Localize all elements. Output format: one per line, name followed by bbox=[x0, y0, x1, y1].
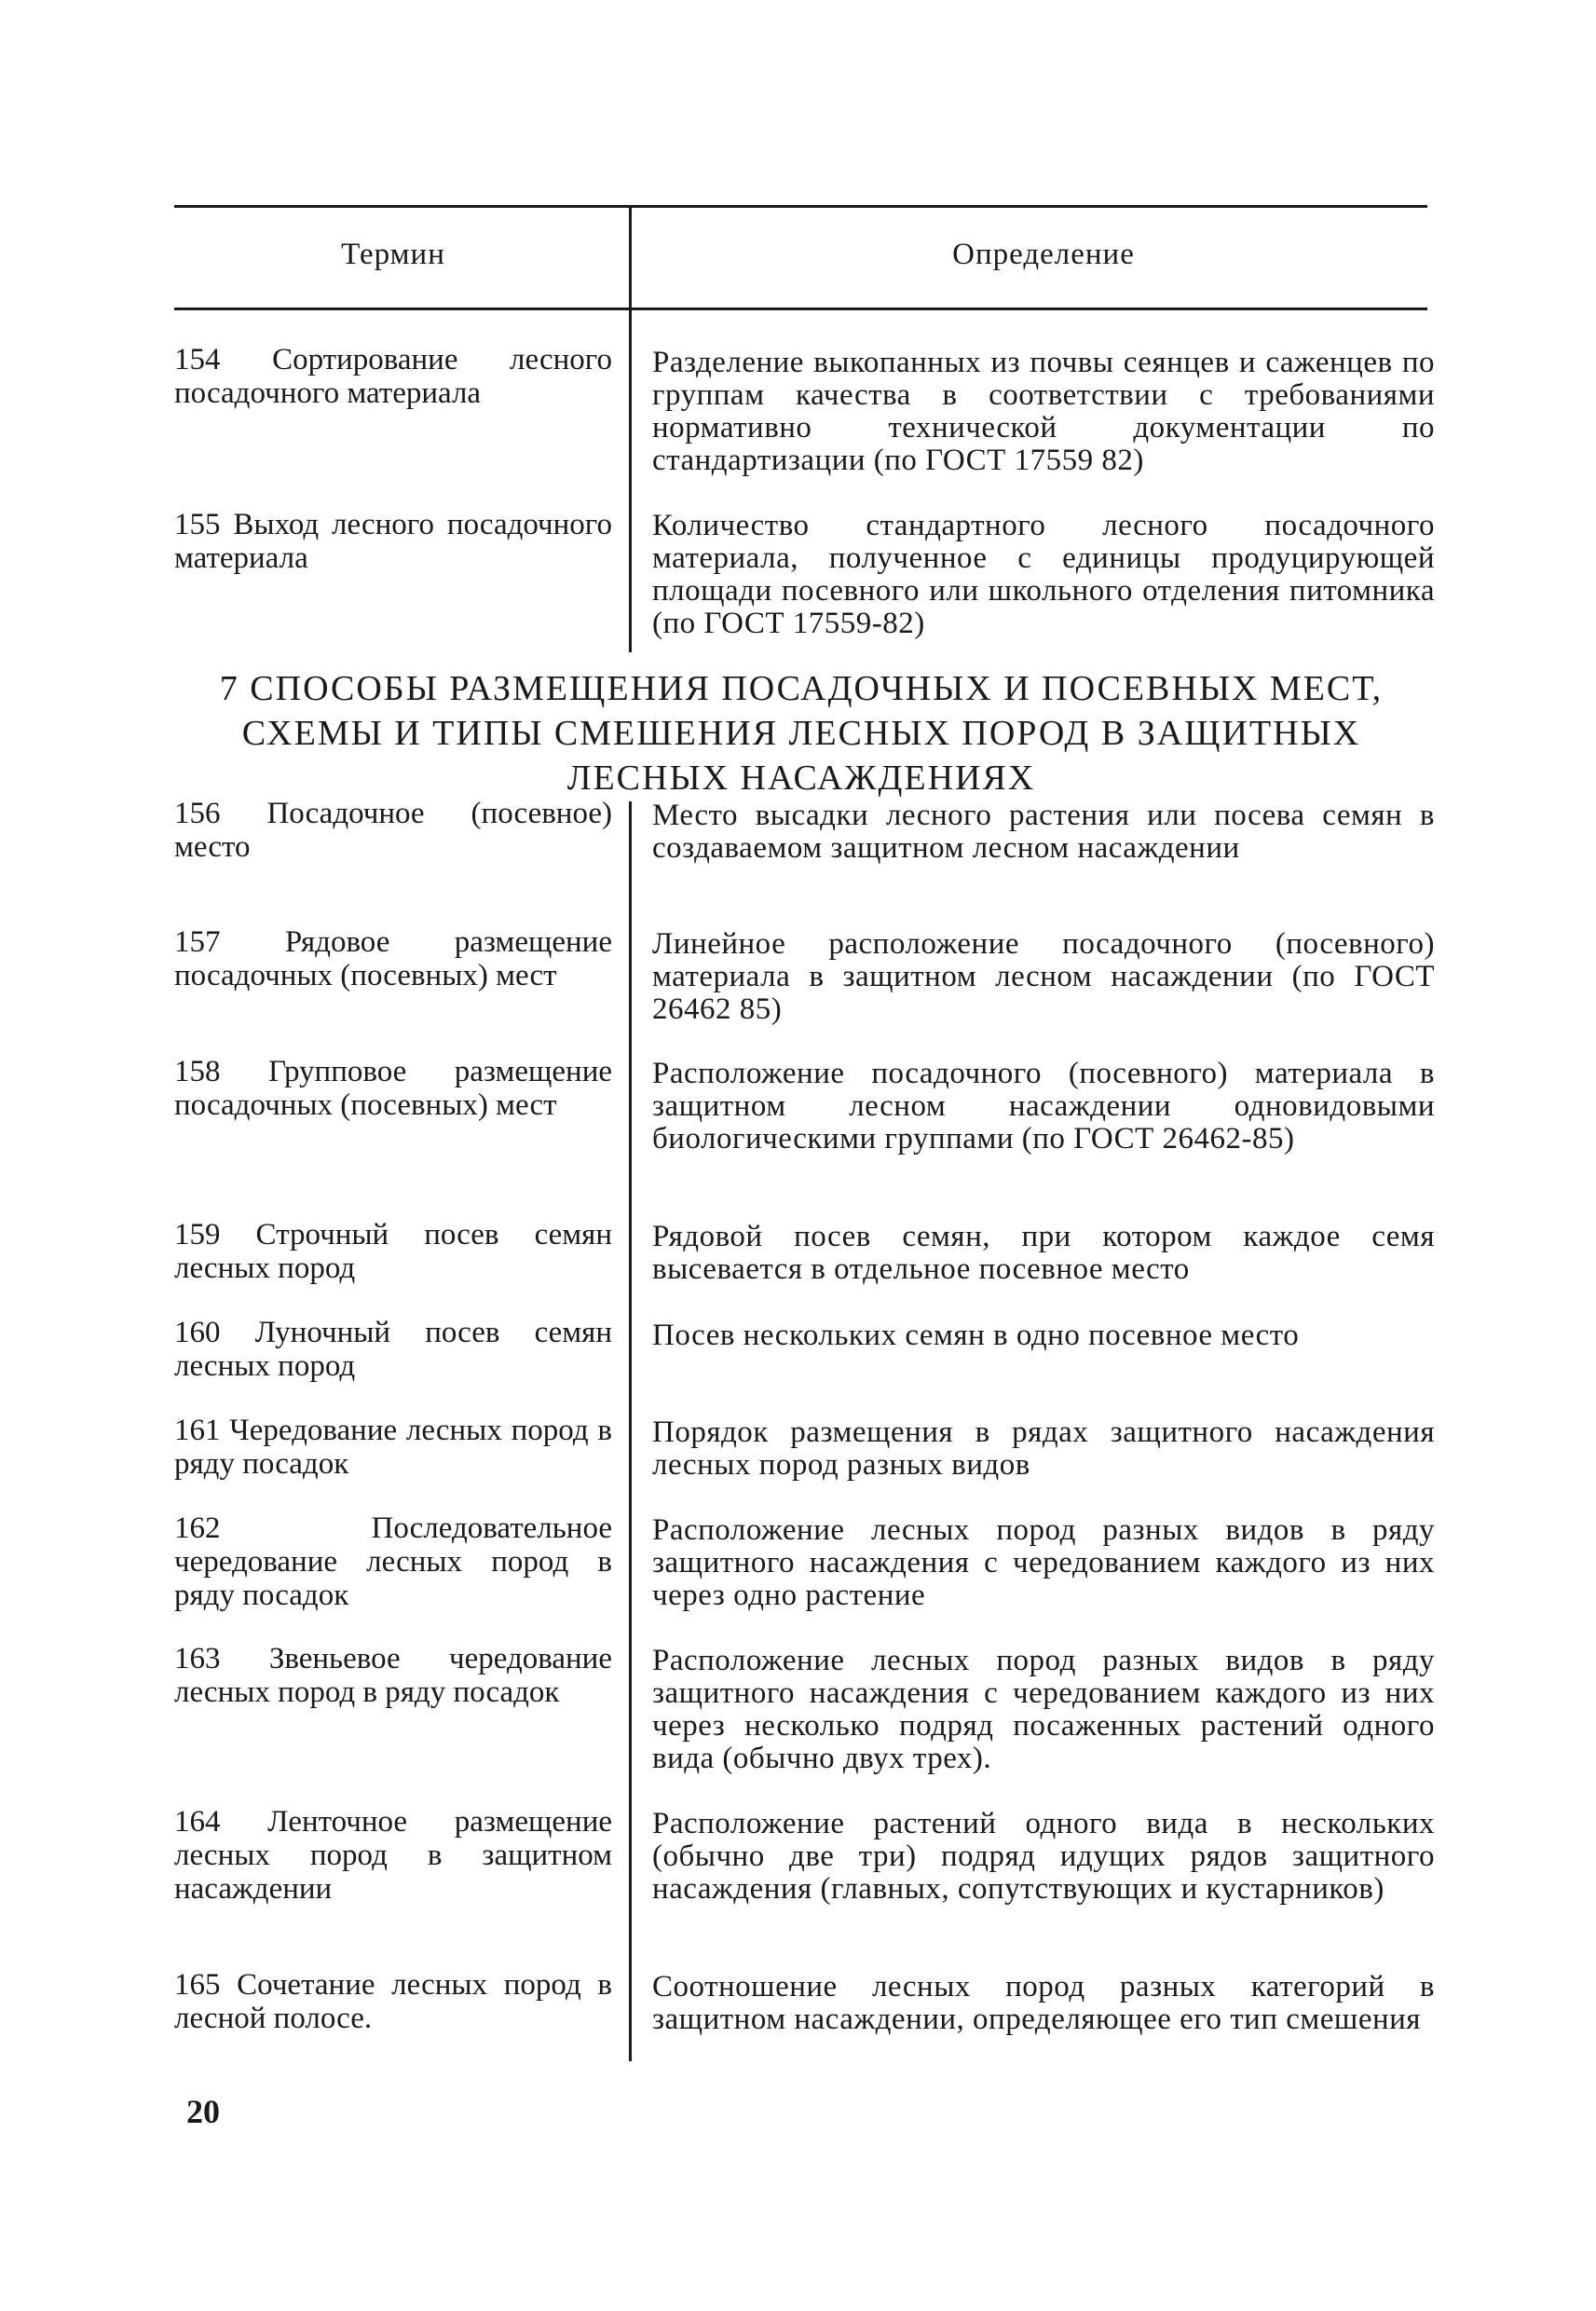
term-163: 163 Звеньевое чередование лесных пород в ряду посадок bbox=[174, 1642, 612, 1709]
definition-163: Расположение лесных пород разных видов в ряду защитного насаждения с чередованием каждого из них через несколько подряд посаженных растений одного вида (обычно двух трех). bbox=[652, 1644, 1435, 1775]
definition-154: Разделение выкопанных из почвы сеянцев и саженцев по группам качества в соответствии с требованиями нормативно технической документации по стандартизации (по ГОСТ 17559 82) bbox=[652, 346, 1435, 477]
header-bottom-rule bbox=[174, 308, 1427, 310]
term-154: 154 Сортирование лесного посадочного материала bbox=[174, 343, 612, 410]
table-top-rule bbox=[174, 205, 1427, 208]
definition-158: Расположение посадочного (посевного) материала в защитном лесном насаждении одновидовыми биологическими группами (по ГОСТ 26462-85) bbox=[652, 1057, 1435, 1156]
page-number: 20 bbox=[186, 2093, 220, 2130]
definition-165: Соотношение лесных пород разных категорий в защитном насаждении, определяющее его тип смешения bbox=[652, 1970, 1435, 2036]
term-158: 158 Групповое размещение посадочных (посевных) мест bbox=[174, 1055, 612, 1122]
definition-column-header: Определение bbox=[952, 238, 1135, 271]
definition-157: Линейное расположение посадочного (посевного) материала в защитном лесном насаждении (по ГОСТ 26462 85) bbox=[652, 927, 1435, 1026]
term-155: 155 Выход лесного посадочного материала bbox=[174, 508, 612, 575]
term-164: 164 Ленточное размещение лесных пород в защитном насаждении bbox=[174, 1805, 612, 1906]
definition-159: Рядовой посев семян, при котором каждое семя высевается в отдельное посевное место bbox=[652, 1220, 1435, 1286]
term-165: 165 Сочетание лесных пород в лесной полосе. bbox=[174, 1968, 612, 2035]
definition-161: Порядок размещения в рядах защитного насаждения лесных пород разных видов bbox=[652, 1415, 1435, 1482]
definition-164: Расположение растений одного вида в нескольких (обычно две три) подряд идущих рядов защитного насаждения (главных, сопутствующих и кустарников) bbox=[652, 1807, 1435, 1906]
term-162: 162 Последовательное чередование лесных пород в ряду посадок bbox=[174, 1511, 612, 1612]
column-divider-top bbox=[629, 207, 632, 652]
term-156: 156 Посадочное (посевное) место bbox=[174, 797, 612, 864]
definition-160: Посев нескольких семян в одно посевное место bbox=[652, 1319, 1300, 1352]
definition-162: Расположение лесных пород разных видов в ряду защитного насаждения с чередованием каждого из них через одно растение bbox=[652, 1513, 1435, 1612]
section-title: 7 СПОСОБЫ РАЗМЕЩЕНИЯ ПОСАДОЧНЫХ И ПОСЕВНЫХ МЕСТ, СХЕМЫ И ТИПЫ СМЕШЕНИЯ ЛЕСНЫХ ПОРОД В ЗАЩИТНЫХ ЛЕСНЫХ НАСАЖДЕНИЯХ bbox=[219, 669, 1384, 798]
column-divider-bottom bbox=[629, 801, 632, 2061]
term-160: 160 Луночный посев семян лесных пород bbox=[174, 1316, 612, 1383]
term-column-header: Термин bbox=[341, 238, 445, 271]
definition-156: Место высадки лесного растения или посева семян в создаваемом защитном лесном насаждении bbox=[652, 799, 1435, 865]
definition-155: Количество стандартного лесного посадочного материала, полученное с единицы продуцирующей площади посевного или школьного отделения питомника (по ГОСТ 17559-82) bbox=[652, 509, 1435, 640]
term-157: 157 Рядовое размещение посадочных (посевных) мест bbox=[174, 925, 612, 992]
term-159: 159 Строчный посев семян лесных пород bbox=[174, 1218, 612, 1285]
term-161: 161 Чередование лесных пород в ряду посадок bbox=[174, 1414, 612, 1481]
